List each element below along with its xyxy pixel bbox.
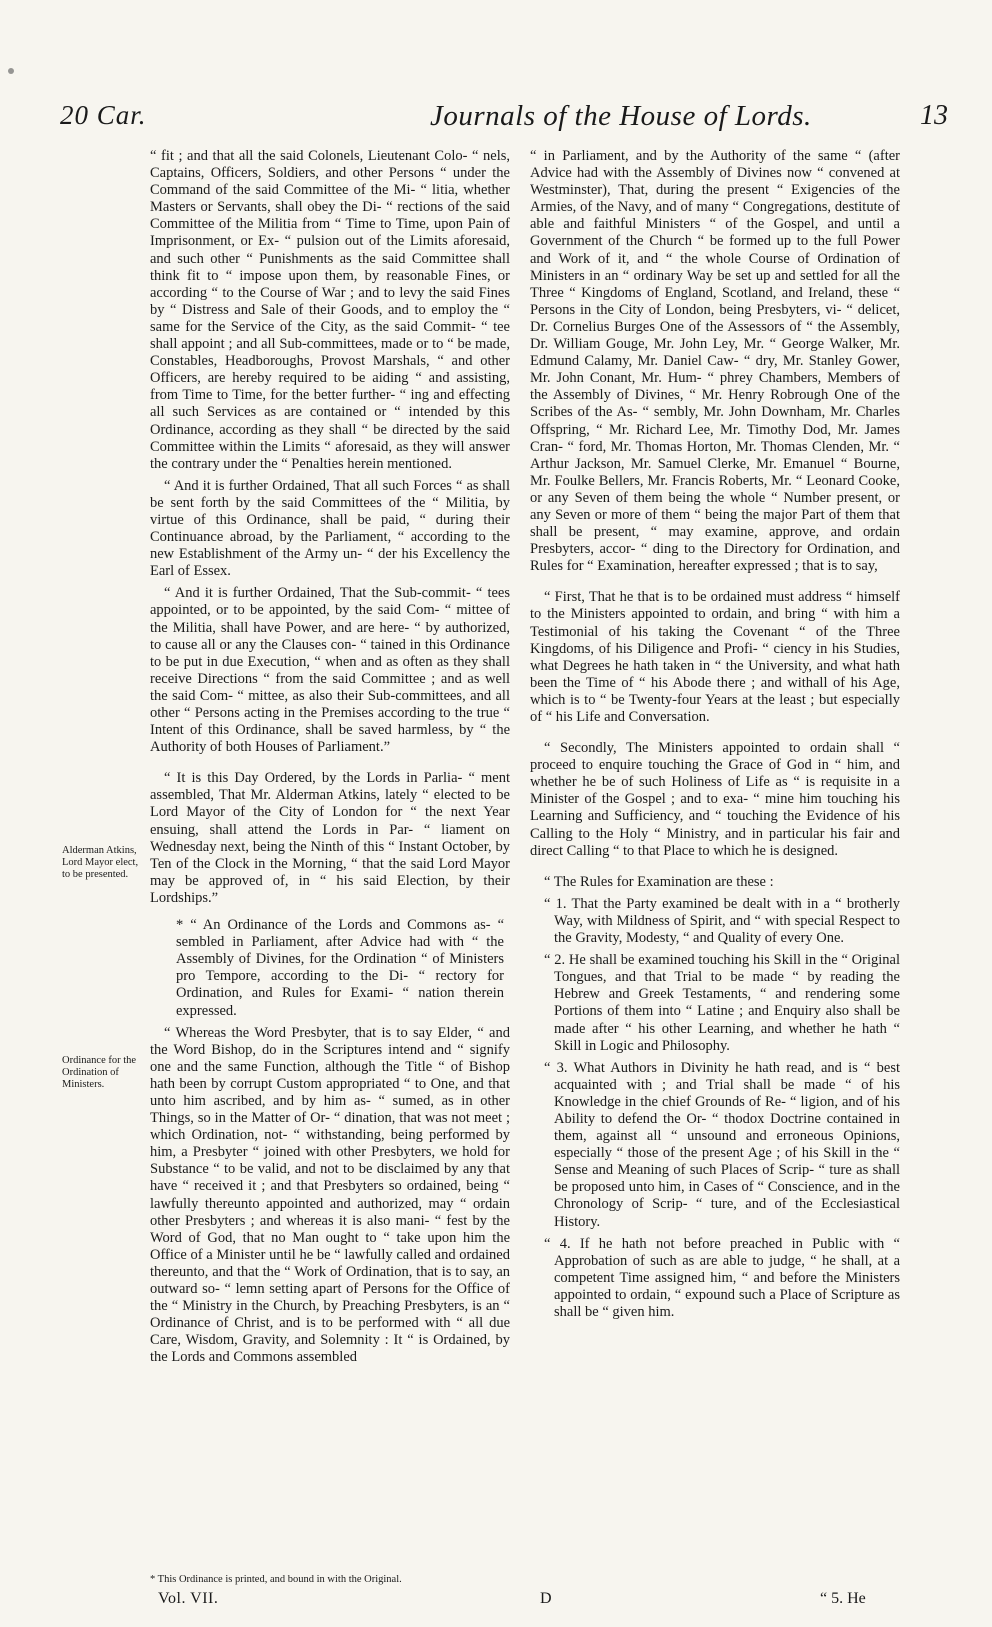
left-column xyxy=(150,148,510,1371)
paragraph: “ Whereas the Word Presbyter, that is to say Elder, “ and the Word Bishop, do in the Scriptures intend and “ signify one and the same Function, although the Title “ of Bishop hath been by corrupt Custom appropriated “ to One, and that unto him ascribed, and by him as- “ sumed, as in other Things, so in the Matter of Or- “ dination, that was not meet ; which Ordination, not- “ withstanding, being performed by him, a Presbyter “ joined with other Presbyters, we hold for Substance “ to be valid, and not to be disclaimed by any that have “ received it ; and that Presbyters so ordained, being “ lawfully thereunto appointed and authorized, may “ ordain other Presbyters ; and whereas it is also mani- “ fest by the Word of God, that no Man ought to “ take upon him the Office of a Minister until he be “ lawfully called and ordained thereunto, and that the “ Work of Ordination, that is to say, an outward so- “ lemn setting apart of Persons for the Office of the “ Ministry in the Church, by Preaching Presbyters, is an “ Ordinance of Christ, and is to be performed with “ all due Care, Wisdom, Gravity, and Solemnity : It “ is Ordained, by the Lords and Commons assembled xyxy=(150,1024,510,1366)
page-header xyxy=(60,100,960,140)
catchword: “ 5. He xyxy=(820,1590,866,1607)
paragraph: “ And it is further Ordained, That all such Forces “ as shall be sent forth by the said Committees of the “ Militia, by virtue of this Ordinance, shall be paid, “ during their Continuance abroad, by the Parliament, “ according to the new Establishment of the Army un- “ der his Excellency the Earl of Essex. xyxy=(150,477,510,580)
running-title: Journals of the House of Lords. xyxy=(430,100,812,132)
rule-item: “ 4. If he hath not before preached in Public with “ Approbation of such as are able to judge, “ he shall, at a competent Time assigned him, “ and before the Ministers appointed to ordain, “ expound such a Place of Scripture as shall be “ given him. xyxy=(544,1235,900,1320)
regnal-year: 20 Car. xyxy=(60,100,147,130)
paragraph: “ And it is further Ordained, That the Sub-commit- “ tees appointed, or to be appointed, by the said Com- “ mittee of the Militia, shall have Power, and are here- “ by authorized, to cause all or any the Clauses con- “ tained in this Ordinance to be put in due Execution, “ when and as often as they shall receive Directions “ from the said Committee ; and as well the said Com- “ mittee, as also their Sub-committees, and all other “ Persons acting in the Premises according to the true “ Intent of this Ordinance, shall be saved harmless, by “ the Authority of both Houses of Parliament.” xyxy=(150,585,510,756)
rule-item: “ 3. What Authors in Divinity he hath read, and is “ best acquainted with ; and Trial shall be made “ of his Knowledge in the chief Grounds of Re- “ ligion, and of his Ability to defend the Or- “ thodox Doctrine contained in them, against all “ unsound and erroneous Opinions, especially “ those of the present Age ; of his Skill in the “ Sense and Meaning of such Places of Scrip- “ ture as shall be proposed unto him, in Cases of “ Conscience, and in the Chronology of Scrip- “ ture, and of the Ecclesiastical History. xyxy=(544,1059,900,1230)
paragraph: “ Secondly, The Ministers appointed to ordain shall “ proceed to enquire touching the Grace of God in “ him, and whether he be of such Holiness of Life as “ is requisite in a Minister of the Gospel ; and to exa- “ mine him touching his Learning and Sufficiency, and “ touching the Evidence of his Calling to the Holy “ Ministry, and in particular his fair and direct Calling “ to that Place to which he is designed. xyxy=(530,740,900,859)
page-number: 13 xyxy=(920,100,948,131)
rule-item: “ 2. He shall be examined touching his Skill in the “ Original Tongues, and that Trial to be made “ by reading the Hebrew and Greek Testaments, “ and rendering some Portions of them into “ Latine ; and Enquiry also shall be made after “ his other Learning, and whether he hath “ Skill in Logic and Philosophy. xyxy=(544,952,900,1054)
margin-note-ordinance: Ordinance for the Ordination of Ministers. xyxy=(62,1055,137,1090)
paragraph: “ It is this Day Ordered, by the Lords in Parlia- “ ment assembled, That Mr. Alderman Atkins, lately “ elected to be Lord Mayor of the City of London for “ the next Year ensuing, shall attend the Lords in Par- “ liament on Wednesday next, being the Ninth of this “ Instant October, by Ten of the Clock in the Morning, “ that the said Lord Mayor may be approved of, in “ his said Election, by their Lordships.” xyxy=(150,770,510,906)
footnote: * This Ordinance is printed, and bound in with the Original. xyxy=(150,1574,402,1585)
paragraph: “ fit ; and that all the said Colonels, Lieutenant Colo- “ nels, Captains, Officers, Soldiers, and other Persons “ under the Command of the said Committee of the Mi- “ litia, whether Masters or Servants, shall obey the Di- “ rections of the said Committee of the Militia from “ Time to Time, upon Pain of Imprisonment, or Ex- “ pulsion out of the Limits aforesaid, and such other “ Punishments as the said Committee shall think fit to “ impose upon them, by reasonable Fines, or according “ to the Course of War ; and to levy the said Fines by “ Distress and Sale of their Goods, and to employ the “ same for the Service of the City, as the said Commit- “ tee shall appoint ; and all Sub-committees, made or to “ be made, Constables, Headboroughs, Provost Marshals, “ and other Officers, are hereby required to be aiding “ and assisting, from Time to Time, for the better further- “ ing and effecting all such Services as are contained or “ intended by this Ordinance, according as they shall “ be directed by the said Committee within the Limits “ aforesaid, as they will answer the contrary under the “ Penalties herein mentioned. xyxy=(150,148,510,472)
rules-heading: “ The Rules for Examination are these : xyxy=(544,873,774,890)
signature-mark: D xyxy=(540,1590,552,1607)
margin-note-lord-mayor: Alderman Atkins, Lord Mayor elect, to be presented. xyxy=(62,845,139,880)
paragraph: “ in Parliament, and by the Authority of the same “ (after Advice had with the Assembly of Divines now “ convened at Westminster), That, during the present “ Exigencies of the Armies, of the Navy, and of many “ Congregations, destitute of able and faithful Ministers “ of the Gospel, and until a Government of the Church “ be formed up to the full Power and Work of it, and “ the whole Course of Ordination of Ministers in an “ ordinary Way be set up and settled for all the Three “ Kingdoms of England, Scotland, and Ireland, these “ Persons in the City of London, being Presbyters, vi- “ delicet, Dr. Cornelius Burges One of the Assessors of “ the Assembly, Dr. William Gouge, Mr. John Ley, Mr. “ George Walker, Mr. Edmund Calamy, Mr. Daniel Caw- “ dry, Mr. Stanley Gower, Mr. John Conant, Mr. Hum- “ phrey Chambers, Members of the Assembly of Divines, “ Mr. Henry Robrough One of the Scribes of the As- “ sembly, Mr. John Downham, Mr. Charles Offspring, “ Mr. Richard Lee, Mr. Timothy Dod, Mr. James Cran- “ ford, Mr. Thomas Horton, Mr. Thomas Clenden, Mr. “ Arthur Jackson, Mr. Samuel Clerke, Mr. Emanuel “ Bourne, Mr. Foulke Bellers, Mr. Francis Roberts, Mr. “ Leonard Cooke, or any Seven of them being the whole “ Number present, or any Seven or more of them “ being the major Part of them that shall be present, “ may examine, approve, and ordain Presbyters, accor- “ ding to the Directory for Ordination, and Rules for “ Examination, hereafter expressed ; that is to say, xyxy=(530,148,900,575)
ink-smudge xyxy=(8,68,14,74)
page-footer xyxy=(0,1590,992,1620)
ordinance-title: * “ An Ordinance of the Lords and Commons as- “ sembled in Parliament, after Advice had with “ the Assembly of Divines, for the Ordination “ of Ministers pro Tempore, according to the Di- “ rectory for Ordination, and Rules for Exami- “ nation therein expressed. xyxy=(176,917,504,1019)
paragraph: “ First, That he that is to be ordained must address “ himself to the Ministers appointed to ordain, and bring “ with him a Testimonial of his taking the Covenant “ of the Three Kingdoms, of his Diligence and Profi- “ ciency in his Studies, what Degrees he hath taken in “ the University, and what hath been the Time of “ his Abode there ; and withall of his Age, which is to “ be Twenty-four Years at the least ; but especially of “ his Life and Conversation. xyxy=(530,589,900,725)
rule-item: “ 1. That the Party examined be dealt with in a “ brotherly Way, with Mildness of Spirit, and “ with special Respect to the Gravity, Modesty, “ and Quality of every One. xyxy=(544,895,900,947)
right-column xyxy=(530,148,900,1326)
volume-label: Vol. VII. xyxy=(158,1590,219,1607)
